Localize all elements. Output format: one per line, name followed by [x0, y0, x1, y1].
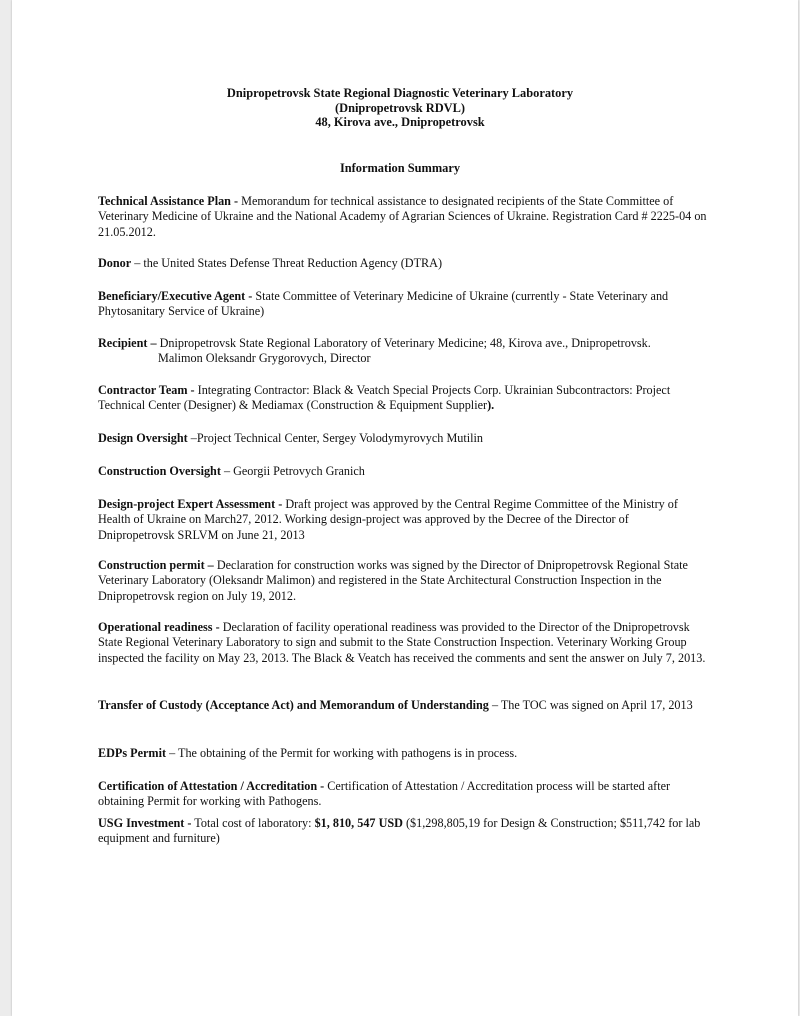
section-transfer-of-custody: [98, 698, 708, 713]
header-address: 48, Kirova ave., Dnipropetrovsk: [315, 115, 485, 129]
section-label: Donor: [98, 256, 132, 270]
section-label: Design Oversight: [98, 431, 188, 445]
section-construction-permit: [98, 558, 708, 604]
section-label: Construction permit –: [98, 558, 214, 572]
section-tail: ($1,298,805,19 for Design & Construction; $511,742 for lab equipment and furniture): [98, 816, 701, 846]
section-text: – The TOC was signed on April 17, 2013: [488, 698, 693, 712]
section-text: – the United States Defense Threat Reduction Agency (DTRA): [131, 256, 442, 270]
section-label: Transfer of Custody (Acceptance Act) and Memorandum of Understanding: [98, 698, 489, 712]
section-donor: [98, 256, 708, 271]
section-label: USG Investment -: [98, 816, 192, 830]
section-text: Draft project was approved by the Central Regime Committee of the Ministry of Health of Ukraine on March27, 2012. Working design-project was approved by the Decree of the Director of Dnipropetrovsk SRLVM on June 21, 2013: [98, 497, 678, 542]
usg-total-amount: $1, 810, 547 USD: [314, 816, 403, 830]
section-text: – The obtaining of the Permit for working with pathogens is in process.: [166, 746, 518, 760]
section-label: Operational readiness -: [98, 620, 220, 634]
section-label: Beneficiary/Executive Agent -: [98, 289, 253, 303]
section-text: State Committee of Veterinary Medicine of Ukraine (currently - State Veterinary and Phytosanitary Service of Ukraine): [98, 289, 669, 319]
section-recipient: [98, 336, 708, 367]
section-beneficiary: [98, 289, 708, 320]
section-label: Construction Oversight: [98, 464, 221, 478]
section-label: EDPs Permit: [98, 746, 167, 760]
section-text: Memorandum for technical assistance to designated recipients of the State Committee of Veterinary Medicine of Ukraine and the National Academy of Agrarian Sciences of Ukraine. Registration Card # 2225-04 on 21.05.2012.: [98, 194, 707, 239]
section-label: Recipient –: [98, 336, 157, 350]
section-tail: ).: [487, 398, 495, 413]
document-header: [0, 86, 800, 130]
section-text: Integrating Contractor: Black & Veatch Special Projects Corp. Ukrainian Subcontractors: Project Technical Center (Designer) & Mediamax (Construction & Equipment Supplier: [98, 383, 671, 413]
section-construction-oversight: [98, 464, 708, 479]
recipient-director: Malimon Oleksandr Grygorovych, Director: [158, 351, 371, 366]
section-usg-investment: [98, 816, 708, 847]
section-technical-assistance-plan: [98, 194, 708, 240]
section-text: Certification of Attestation / Accreditation process will be started after obtaining Permit for working with Pathogens.: [98, 779, 671, 809]
section-text: Declaration of facility operational readiness was provided to the Director of the Dnipropetrovsk State Regional Veterinary Laboratory to sign and submit to the State Construction Inspection. Veterinary Working Group inspected the facility on May 23, 2013. The Black & Veatch has received the comments and sent the answer on July 7, 2013.: [98, 620, 706, 665]
section-label: Certification of Attestation / Accreditation -: [98, 779, 325, 793]
section-text: – Georgii Petrovych Granich: [220, 464, 365, 478]
section-operational-readiness: [98, 620, 708, 666]
summary-title: Information Summary: [339, 161, 461, 175]
section-contractor-team: [98, 383, 708, 414]
section-edps-permit: [98, 746, 708, 761]
header-lab-abbrev: (Dnipropetrovsk RDVL): [335, 100, 465, 115]
header-lab-name: Dnipropetrovsk State Regional Diagnostic Veterinary Laboratory: [226, 86, 574, 100]
section-expert-assessment: [98, 497, 708, 543]
section-text: –Project Technical Center, Sergey Volodymyrovych Mutilin: [187, 431, 484, 445]
section-text: Total cost of laboratory:: [191, 816, 315, 830]
section-design-oversight: [98, 431, 708, 446]
section-label: Contractor Team -: [98, 383, 195, 397]
section-certification: [98, 779, 708, 810]
section-label: Technical Assistance Plan -: [98, 194, 239, 208]
section-text: Declaration for construction works was signed by the Director of Dnipropetrovsk Regional State Veterinary Laboratory (Oleksandr Malimon) and registered in the State Architectural Construction Inspection in the Dnipropetrovsk region on July 19, 2012.: [98, 558, 688, 603]
section-text: Dnipropetrovsk State Regional Laboratory of Veterinary Medicine; 48, Kirova ave., Dnipropetrovsk.: [156, 336, 651, 350]
section-label: Design-project Expert Assessment -: [98, 497, 283, 511]
